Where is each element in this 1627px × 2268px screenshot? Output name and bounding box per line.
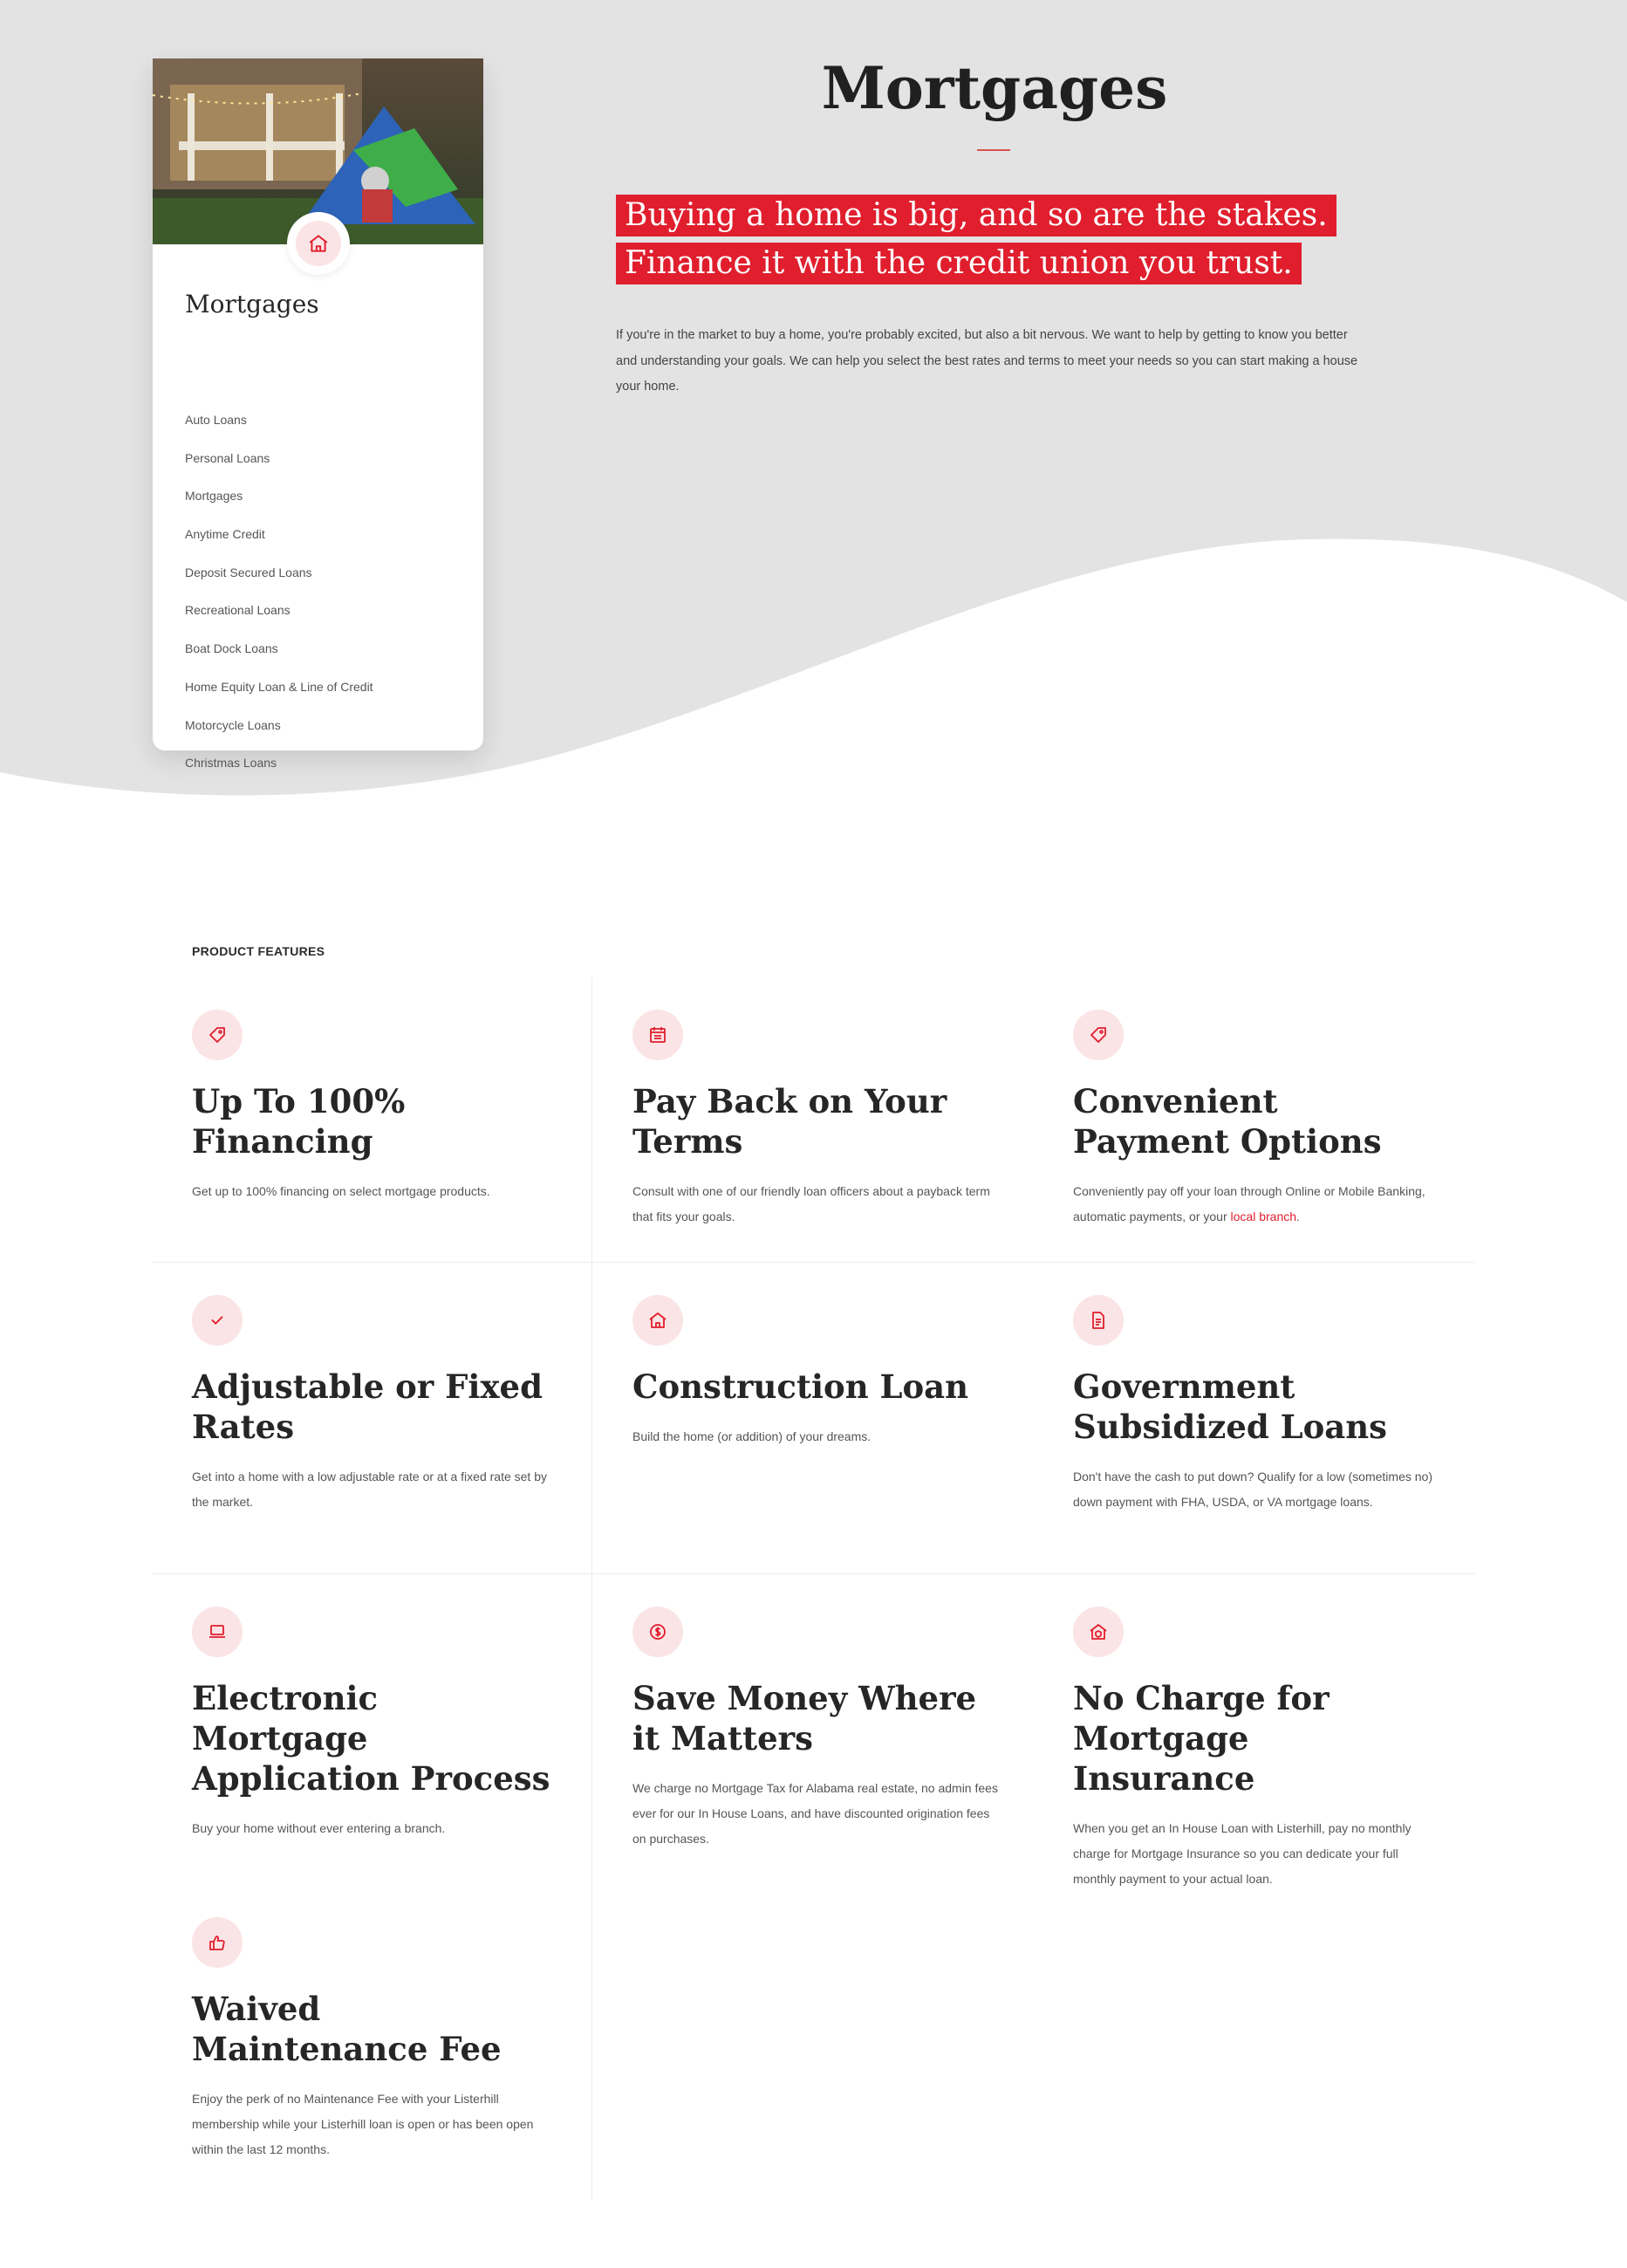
feature-description: Get into a home with a low adjustable rate or at a fixed rate set by the market. <box>192 1470 547 1509</box>
feature-icon-badge <box>632 1295 683 1346</box>
feature-title: Construction Loan <box>632 1367 969 1406</box>
feature-title: Up To 100% Financing <box>192 1082 406 1161</box>
tagline-line-1: Buying a home is big, and so are the stakes. <box>616 195 1336 236</box>
local-branch-link[interactable]: local branch <box>1230 1209 1297 1223</box>
feature-description: Enjoy the perk of no Maintenance Fee with your Listerhill membership while your Listerhill loan is open or has been open within the last 12 months. <box>192 2092 534 2156</box>
feature-icon-badge <box>192 1917 243 1968</box>
house-icon <box>307 232 330 255</box>
feature-icon-badge <box>632 1010 683 1060</box>
sidebar-item-motorcycle-loans[interactable]: Motorcycle Loans <box>185 717 281 732</box>
grid-divider <box>153 1573 1474 1574</box>
title-divider <box>977 149 1010 151</box>
thumbs-up-icon <box>207 1932 228 1953</box>
hero-tagline <box>616 195 1336 291</box>
sidebar-item-christmas-loans[interactable]: Christmas Loans <box>185 756 277 771</box>
feature-description: Build the home (or addition) of your dreams. <box>632 1429 872 1443</box>
feature-description: When you get an In House Loan with Listerhill, pay no monthly charge for Mortgage Insurance so you can dedicate your full monthly payment to your actual loan. <box>1073 1821 1412 1886</box>
document-icon <box>1088 1310 1109 1331</box>
feature-icon-badge <box>192 1295 243 1346</box>
feature-title: Adjustable or Fixed Rates <box>192 1367 543 1446</box>
feature-card <box>632 1295 999 1449</box>
feature-description-text: Conveniently pay off your loan through Online or Mobile Banking, automatic payments, or your <box>1073 1184 1425 1223</box>
feature-description: We charge no Mortgage Tax for Alabama real estate, no admin fees ever for our In House Loans, and have discounted origination fees on purchases. <box>632 1781 998 1846</box>
feature-icon-badge <box>1073 1607 1124 1657</box>
feature-description: Don't have the cash to put down? Qualify for a low (sometimes no) down payment with FHA, USDA, or VA mortgage loans. <box>1073 1470 1432 1509</box>
feature-card <box>632 1607 999 1852</box>
house-shield-icon <box>1088 1621 1109 1642</box>
feature-card <box>192 1295 558 1515</box>
laptop-icon <box>207 1621 228 1642</box>
feature-title: Save Money Where it Matters <box>632 1679 977 1758</box>
feature-card <box>1073 1295 1439 1515</box>
check-icon <box>208 1311 227 1330</box>
feature-description: Buy your home without ever entering a branch. <box>192 1821 446 1835</box>
feature-title: Government Subsidized Loans <box>1073 1367 1388 1446</box>
feature-card <box>192 1917 558 2162</box>
grid-divider <box>591 977 592 2199</box>
sidebar-item-anytime-credit[interactable]: Anytime Credit <box>185 527 265 542</box>
sidebar-nav <box>185 412 373 793</box>
grid-divider <box>153 1262 1474 1263</box>
feature-icon-badge <box>632 1607 683 1657</box>
feature-description-end: . <box>1296 1209 1300 1223</box>
sidebar-card <box>153 58 483 771</box>
tag-icon <box>207 1024 228 1045</box>
feature-icon-badge <box>192 1607 243 1657</box>
feature-icon-badge <box>192 1010 243 1060</box>
tag-icon <box>1088 1024 1109 1045</box>
dollar-coin-icon <box>647 1621 668 1642</box>
feature-icon-badge <box>1073 1010 1124 1060</box>
sidebar-badge <box>287 212 350 275</box>
sidebar-item-recreational-loans[interactable]: Recreational Loans <box>185 603 291 618</box>
sidebar-item-auto-loans[interactable]: Auto Loans <box>185 413 247 427</box>
calendar-icon <box>647 1024 668 1045</box>
tagline-line-2: Finance it with the credit union you trust. <box>616 243 1302 284</box>
house-icon <box>647 1310 668 1331</box>
feature-title: Waived Maintenance Fee <box>192 1990 502 2068</box>
feature-title: Convenient Payment Options <box>1073 1082 1382 1161</box>
sidebar-item-mortgages[interactable]: Mortgages <box>185 489 243 504</box>
feature-card <box>1073 1010 1439 1230</box>
feature-card <box>1073 1607 1439 1892</box>
page-title: Mortgages <box>821 54 1168 122</box>
feature-description <box>1073 1179 1439 1230</box>
feature-card <box>192 1010 558 1204</box>
feature-card <box>632 1010 999 1230</box>
section-label: PRODUCT FEATURES <box>192 944 325 958</box>
sidebar-item-boat-dock-loans[interactable]: Boat Dock Loans <box>185 641 278 656</box>
feature-description: Consult with one of our friendly loan officers about a payback term that fits your goals. <box>632 1184 990 1223</box>
feature-icon-badge <box>1073 1295 1124 1346</box>
feature-card <box>192 1607 558 1841</box>
feature-title: Electronic Mortgage Application Process <box>192 1679 550 1798</box>
sidebar-item-home-equity[interactable]: Home Equity Loan & Line of Credit <box>185 679 373 694</box>
hero-intro: If you're in the market to buy a home, you're probably excited, but also a bit nervous. We want to help by getting to know you better and understanding your goals. We can help you select the best rates and terms to meet your needs so you can start making a house your home. <box>616 328 1358 394</box>
feature-title: Pay Back on Your Terms <box>632 1082 947 1161</box>
feature-description: Get up to 100% financing on select mortgage products. <box>192 1184 490 1198</box>
sidebar-item-deposit-secured-loans[interactable]: Deposit Secured Loans <box>185 565 312 579</box>
feature-title: No Charge for Mortgage Insurance <box>1073 1679 1330 1798</box>
sidebar-title: Mortgages <box>185 290 319 319</box>
sidebar-item-personal-loans[interactable]: Personal Loans <box>185 450 270 465</box>
